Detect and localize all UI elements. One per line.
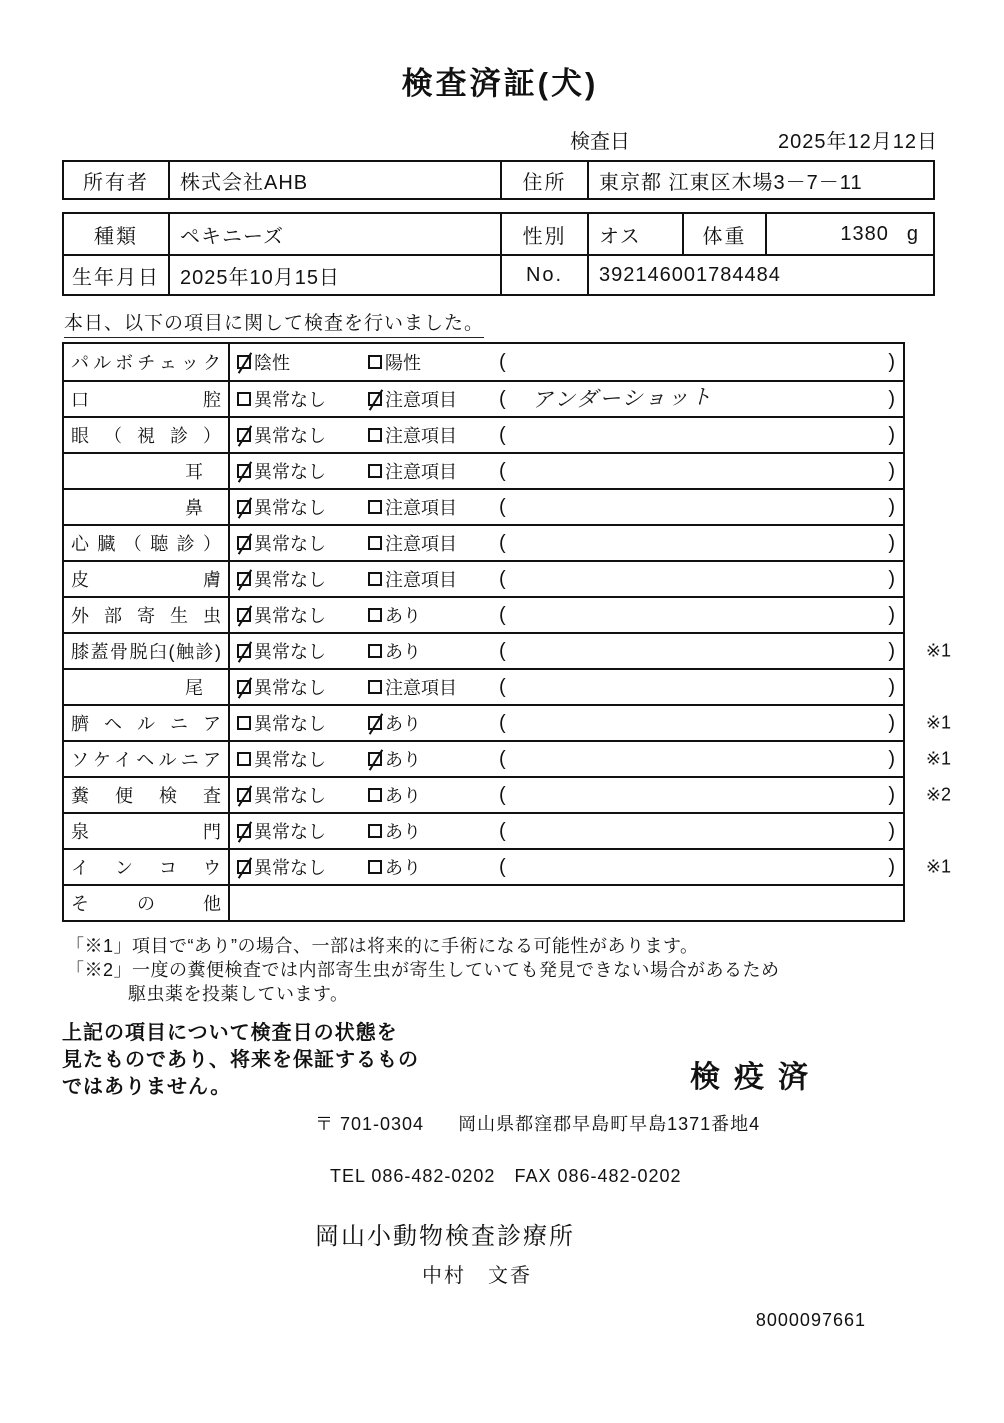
checkbox bbox=[237, 392, 251, 406]
paren-close-icon: ) bbox=[888, 711, 895, 734]
row-label-cell bbox=[64, 526, 230, 560]
paren-close-icon: ) bbox=[888, 567, 895, 590]
option-label: 注意項目 bbox=[385, 390, 457, 410]
checkbox bbox=[237, 716, 251, 730]
footnote-2-continuation: 駆虫薬を投薬しています。 bbox=[128, 984, 349, 1004]
row-options bbox=[237, 746, 499, 772]
row-label: 皮膚 bbox=[71, 570, 221, 590]
row-label-cell bbox=[64, 706, 230, 740]
paren-group bbox=[499, 712, 903, 735]
checklist-option bbox=[368, 422, 499, 448]
checkbox bbox=[237, 464, 251, 478]
checkbox bbox=[237, 500, 251, 514]
paren-open-icon: ( bbox=[499, 675, 506, 698]
sex-label: 性別 bbox=[502, 214, 589, 254]
paren-open-icon: ( bbox=[499, 783, 506, 806]
checklist-row bbox=[64, 524, 903, 560]
checklist-option bbox=[368, 458, 499, 484]
birthdate-row bbox=[64, 254, 933, 294]
footnote-1: 「※1」項目で“あり”の場合、一部は将来的に手術になる可能性があります。 bbox=[66, 936, 699, 956]
checkbox bbox=[368, 824, 382, 838]
checklist-option bbox=[237, 818, 368, 844]
checklist-option bbox=[368, 746, 499, 772]
checklist-row bbox=[64, 632, 951, 668]
serial-number: 8000097661 bbox=[755, 1310, 866, 1330]
checklist-option bbox=[368, 638, 499, 664]
checklist-row bbox=[64, 704, 951, 740]
row-label: 鼻 bbox=[71, 498, 221, 518]
paren-close-icon: ) bbox=[888, 495, 895, 518]
checklist-option bbox=[237, 422, 368, 448]
paren-group bbox=[499, 604, 903, 627]
row-label: 糞便検査 bbox=[71, 786, 221, 806]
birthdate-label: 生年月日 bbox=[64, 256, 170, 294]
row-mark: ※1 bbox=[925, 712, 951, 733]
checkbox bbox=[368, 644, 382, 658]
row-options bbox=[237, 458, 499, 484]
row-mark: ※1 bbox=[925, 748, 951, 769]
row-label-cell bbox=[64, 850, 230, 884]
checklist-row bbox=[64, 776, 951, 812]
row-content bbox=[230, 344, 903, 380]
row-content bbox=[230, 814, 903, 848]
row-label: パルボチェック bbox=[71, 353, 221, 373]
row-label: 耳 bbox=[71, 462, 221, 482]
paren-open-icon: ( bbox=[499, 459, 506, 482]
paren-open-icon: ( bbox=[499, 423, 506, 446]
option-label: 異常なし bbox=[254, 822, 326, 842]
disclaimer-line-1: 上記の項目について検査日の状態を bbox=[62, 1022, 398, 1044]
row-mark: ※1 bbox=[925, 856, 951, 877]
option-label: あり bbox=[385, 750, 421, 770]
paren-group bbox=[499, 820, 903, 843]
checklist-row bbox=[64, 596, 903, 632]
option-label: 異常なし bbox=[254, 714, 326, 734]
row-label-cell bbox=[64, 344, 230, 380]
paren-open-icon: ( bbox=[499, 855, 506, 878]
row-content bbox=[230, 634, 903, 668]
row-content bbox=[230, 598, 903, 632]
checklist-option bbox=[368, 386, 499, 412]
option-label: あり bbox=[385, 714, 421, 734]
row-options bbox=[237, 710, 499, 736]
checklist-option bbox=[237, 638, 368, 664]
weight-unit: g bbox=[906, 222, 919, 245]
option-label: あり bbox=[385, 858, 421, 878]
option-label: 異常なし bbox=[254, 858, 326, 878]
checkbox bbox=[237, 752, 251, 766]
owner-row bbox=[64, 162, 933, 198]
checkbox bbox=[237, 428, 251, 442]
checklist-option bbox=[237, 602, 368, 628]
paren-close-icon: ) bbox=[888, 350, 895, 373]
row-options bbox=[237, 782, 499, 808]
disclaimer-line-2: 見たものであり、将来を保証するもの bbox=[62, 1049, 419, 1071]
checkbox bbox=[368, 608, 382, 622]
row-label: ソケイヘルニア bbox=[71, 750, 221, 770]
row-label: 心臓（聴診） bbox=[71, 534, 221, 554]
checkbox bbox=[368, 752, 382, 766]
checkbox bbox=[237, 860, 251, 874]
checklist-option bbox=[368, 854, 499, 880]
weight-label: 体重 bbox=[684, 214, 767, 254]
option-label: 異常なし bbox=[254, 462, 326, 482]
checklist-option bbox=[368, 674, 499, 700]
footnote-2: 「※2」一度の糞便検査では内部寄生虫が寄生していても発見できない場合があるため bbox=[66, 960, 780, 980]
option-label: 注意項目 bbox=[385, 570, 457, 590]
paren-group bbox=[499, 532, 903, 555]
intro-text: 本日、以下の項目に関して検査を行いました。 bbox=[64, 308, 938, 338]
checkbox bbox=[237, 824, 251, 838]
row-label: インコウ bbox=[71, 858, 221, 878]
certificate-title: 検査済証(犬) bbox=[401, 66, 599, 101]
row-label: 外部寄生虫 bbox=[71, 606, 221, 626]
row-options bbox=[237, 674, 499, 700]
checklist-option bbox=[368, 710, 499, 736]
checklist-option bbox=[237, 494, 368, 520]
checklist-row bbox=[64, 488, 903, 524]
checkbox bbox=[368, 464, 382, 478]
checklist-row bbox=[64, 740, 951, 776]
paren-group bbox=[499, 856, 903, 879]
option-label: 注意項目 bbox=[385, 534, 457, 554]
option-label: 陽性 bbox=[385, 353, 421, 373]
checkbox bbox=[237, 572, 251, 586]
inspection-date-label: 検査日 bbox=[570, 131, 630, 153]
checklist-option bbox=[368, 530, 499, 556]
checklist-row bbox=[64, 344, 903, 380]
checklist-option bbox=[237, 854, 368, 880]
checkbox bbox=[368, 680, 382, 694]
row-label-cell bbox=[64, 418, 230, 452]
checklist-row bbox=[64, 812, 903, 848]
paren-group bbox=[499, 748, 903, 771]
checkbox bbox=[368, 572, 382, 586]
option-label: あり bbox=[385, 786, 421, 806]
checkbox bbox=[237, 788, 251, 802]
clinic-address-line bbox=[315, 1110, 938, 1136]
row-content bbox=[230, 418, 903, 452]
row-label: 眼（視診） bbox=[71, 426, 221, 446]
checkbox bbox=[368, 392, 382, 406]
id-no-value: 392146001784484 bbox=[599, 263, 781, 286]
row-options bbox=[237, 349, 499, 375]
row-options bbox=[237, 494, 499, 520]
row-content bbox=[230, 670, 903, 704]
checklist-option bbox=[368, 818, 499, 844]
paren-group bbox=[499, 676, 903, 699]
paren-close-icon: ) bbox=[888, 747, 895, 770]
row-label-cell bbox=[64, 742, 230, 776]
checkbox bbox=[368, 860, 382, 874]
checklist-option bbox=[368, 349, 499, 375]
paren-group bbox=[499, 496, 903, 519]
birthdate-value: 2025年10月15日 bbox=[170, 256, 502, 294]
option-label: 注意項目 bbox=[385, 498, 457, 518]
bottom-section bbox=[62, 1020, 938, 1106]
footnotes bbox=[66, 934, 938, 1006]
paren-open-icon: ( bbox=[499, 567, 506, 590]
row-label-cell bbox=[64, 778, 230, 812]
id-no-label: No. bbox=[502, 256, 589, 294]
row-content bbox=[230, 778, 903, 812]
paren-group bbox=[499, 640, 903, 663]
paren-open-icon: ( bbox=[499, 350, 506, 373]
checklist-row bbox=[64, 380, 903, 416]
checklist-option bbox=[237, 349, 368, 375]
option-label: あり bbox=[385, 822, 421, 842]
row-label: 臍ヘルニア bbox=[71, 714, 221, 734]
row-label: 膝蓋骨脱臼(触診) bbox=[71, 642, 221, 662]
row-label-cell bbox=[64, 670, 230, 704]
checkbox bbox=[368, 716, 382, 730]
veterinarian-name: 中村 文香 bbox=[422, 1265, 532, 1287]
checklist-option bbox=[237, 782, 368, 808]
row-options bbox=[237, 386, 499, 412]
paren-open-icon: ( bbox=[499, 387, 506, 410]
paren-group bbox=[499, 424, 903, 447]
row-label: 尾 bbox=[71, 678, 221, 698]
row-content bbox=[230, 886, 903, 920]
checklist-row bbox=[64, 848, 951, 884]
option-label: 注意項目 bbox=[385, 426, 457, 446]
inspection-date-value: 2025年12月12日 bbox=[778, 131, 938, 153]
inspection-date-row bbox=[62, 125, 938, 154]
checkbox bbox=[237, 680, 251, 694]
paren-close-icon: ) bbox=[888, 855, 895, 878]
option-label: 異常なし bbox=[254, 606, 326, 626]
checkbox bbox=[368, 428, 382, 442]
row-content bbox=[230, 454, 903, 488]
checklist-option bbox=[237, 566, 368, 592]
row-label-cell bbox=[64, 634, 230, 668]
disclaimer-line-3: ではありません。 bbox=[62, 1076, 232, 1098]
paren-open-icon: ( bbox=[499, 531, 506, 554]
breed-label: 種類 bbox=[64, 214, 170, 254]
row-label: 泉門 bbox=[71, 822, 221, 842]
checkbox bbox=[237, 355, 251, 369]
checklist-option bbox=[237, 746, 368, 772]
row-label-cell bbox=[64, 562, 230, 596]
checklist-option bbox=[368, 602, 499, 628]
checklist-option bbox=[237, 530, 368, 556]
row-options bbox=[237, 818, 499, 844]
clinic-address: 岡山県都窪郡早島町早島1371番地4 bbox=[458, 1114, 761, 1134]
option-label: 異常なし bbox=[254, 390, 326, 410]
paren-open-icon: ( bbox=[499, 603, 506, 626]
option-label: 異常なし bbox=[254, 642, 326, 662]
row-label-cell bbox=[64, 382, 230, 416]
row-content bbox=[230, 742, 903, 776]
paren-group bbox=[499, 784, 903, 807]
row-content bbox=[230, 562, 903, 596]
checklist-row bbox=[64, 668, 903, 704]
checklist-row bbox=[64, 416, 903, 452]
checkbox bbox=[368, 355, 382, 369]
paren-group bbox=[499, 384, 903, 414]
row-label-cell bbox=[64, 598, 230, 632]
clinic-tel-fax: TEL 086-482-0202 FAX 086-482-0202 bbox=[330, 1166, 682, 1186]
row-content bbox=[230, 706, 903, 740]
row-note: アンダーショット bbox=[531, 385, 714, 412]
paren-close-icon: ) bbox=[888, 387, 895, 410]
breed-value: ペキニーズ bbox=[170, 214, 502, 254]
checkbox bbox=[237, 608, 251, 622]
checklist-option bbox=[237, 458, 368, 484]
row-label-cell bbox=[64, 454, 230, 488]
checklist-row bbox=[64, 560, 903, 596]
breed-row bbox=[64, 214, 933, 254]
row-content bbox=[230, 490, 903, 524]
checklist-option bbox=[237, 674, 368, 700]
row-options bbox=[237, 566, 499, 592]
paren-close-icon: ) bbox=[888, 819, 895, 842]
weight-cell bbox=[767, 214, 933, 254]
option-label: 異常なし bbox=[254, 678, 326, 698]
paren-group bbox=[499, 568, 903, 591]
option-label: あり bbox=[385, 642, 421, 662]
checkbox bbox=[368, 788, 382, 802]
owner-value: 株式会社AHB bbox=[170, 162, 502, 198]
row-mark: ※2 bbox=[925, 784, 951, 805]
option-label: 異常なし bbox=[254, 570, 326, 590]
address-value: 東京都 江東区木場3－7－11 bbox=[599, 171, 863, 194]
row-options bbox=[237, 854, 499, 880]
paren-group bbox=[499, 351, 903, 374]
row-label: その他 bbox=[71, 894, 221, 914]
option-label: 異常なし bbox=[254, 498, 326, 518]
option-label: 注意項目 bbox=[385, 678, 457, 698]
row-options bbox=[237, 422, 499, 448]
row-content bbox=[230, 526, 903, 560]
row-content bbox=[230, 850, 903, 884]
row-label-cell bbox=[64, 490, 230, 524]
option-label: 異常なし bbox=[254, 426, 326, 446]
checkbox bbox=[368, 536, 382, 550]
option-label: 異常なし bbox=[254, 534, 326, 554]
owner-label: 所有者 bbox=[64, 162, 170, 198]
row-label: 口腔 bbox=[71, 390, 221, 410]
paren-close-icon: ) bbox=[888, 675, 895, 698]
checklist bbox=[62, 342, 951, 922]
checklist-row bbox=[64, 452, 903, 488]
checkbox bbox=[237, 536, 251, 550]
clinic-name: 岡山小動物検査診療所 bbox=[315, 1223, 575, 1250]
paren-close-icon: ) bbox=[888, 531, 895, 554]
paren-close-icon: ) bbox=[888, 783, 895, 806]
row-content bbox=[230, 382, 903, 416]
paren-close-icon: ) bbox=[888, 603, 895, 626]
paren-close-icon: ) bbox=[888, 459, 895, 482]
checklist-option bbox=[368, 494, 499, 520]
postal-code: 〒 701-0304 bbox=[315, 1114, 425, 1134]
option-label: 異常なし bbox=[254, 786, 326, 806]
option-label: 陰性 bbox=[254, 353, 290, 373]
paren-open-icon: ( bbox=[499, 639, 506, 662]
row-options bbox=[237, 638, 499, 664]
sex-value: オス bbox=[589, 214, 684, 254]
animal-info-table bbox=[62, 212, 935, 296]
quarantine-stamp: 検疫済 bbox=[690, 1061, 822, 1094]
option-label: 注意項目 bbox=[385, 462, 457, 482]
paren-open-icon: ( bbox=[499, 711, 506, 734]
row-mark: ※1 bbox=[925, 640, 951, 661]
option-label: あり bbox=[385, 606, 421, 626]
checklist-option bbox=[368, 782, 499, 808]
row-options bbox=[237, 530, 499, 556]
checklist-option bbox=[237, 710, 368, 736]
paren-open-icon: ( bbox=[499, 495, 506, 518]
checklist-option bbox=[237, 386, 368, 412]
checkbox bbox=[237, 644, 251, 658]
checkbox bbox=[368, 500, 382, 514]
checklist-option bbox=[368, 566, 499, 592]
row-options bbox=[237, 602, 499, 628]
option-label: 異常なし bbox=[254, 750, 326, 770]
row-label-cell bbox=[64, 814, 230, 848]
paren-close-icon: ) bbox=[888, 423, 895, 446]
paren-open-icon: ( bbox=[499, 747, 506, 770]
paren-close-icon: ) bbox=[888, 639, 895, 662]
row-label-cell bbox=[64, 886, 230, 920]
address-label: 住所 bbox=[502, 162, 589, 198]
paren-open-icon: ( bbox=[499, 819, 506, 842]
weight-value: 1380 bbox=[840, 222, 889, 245]
owner-table bbox=[62, 160, 935, 200]
paren-group bbox=[499, 460, 903, 483]
checklist-row bbox=[64, 884, 903, 920]
